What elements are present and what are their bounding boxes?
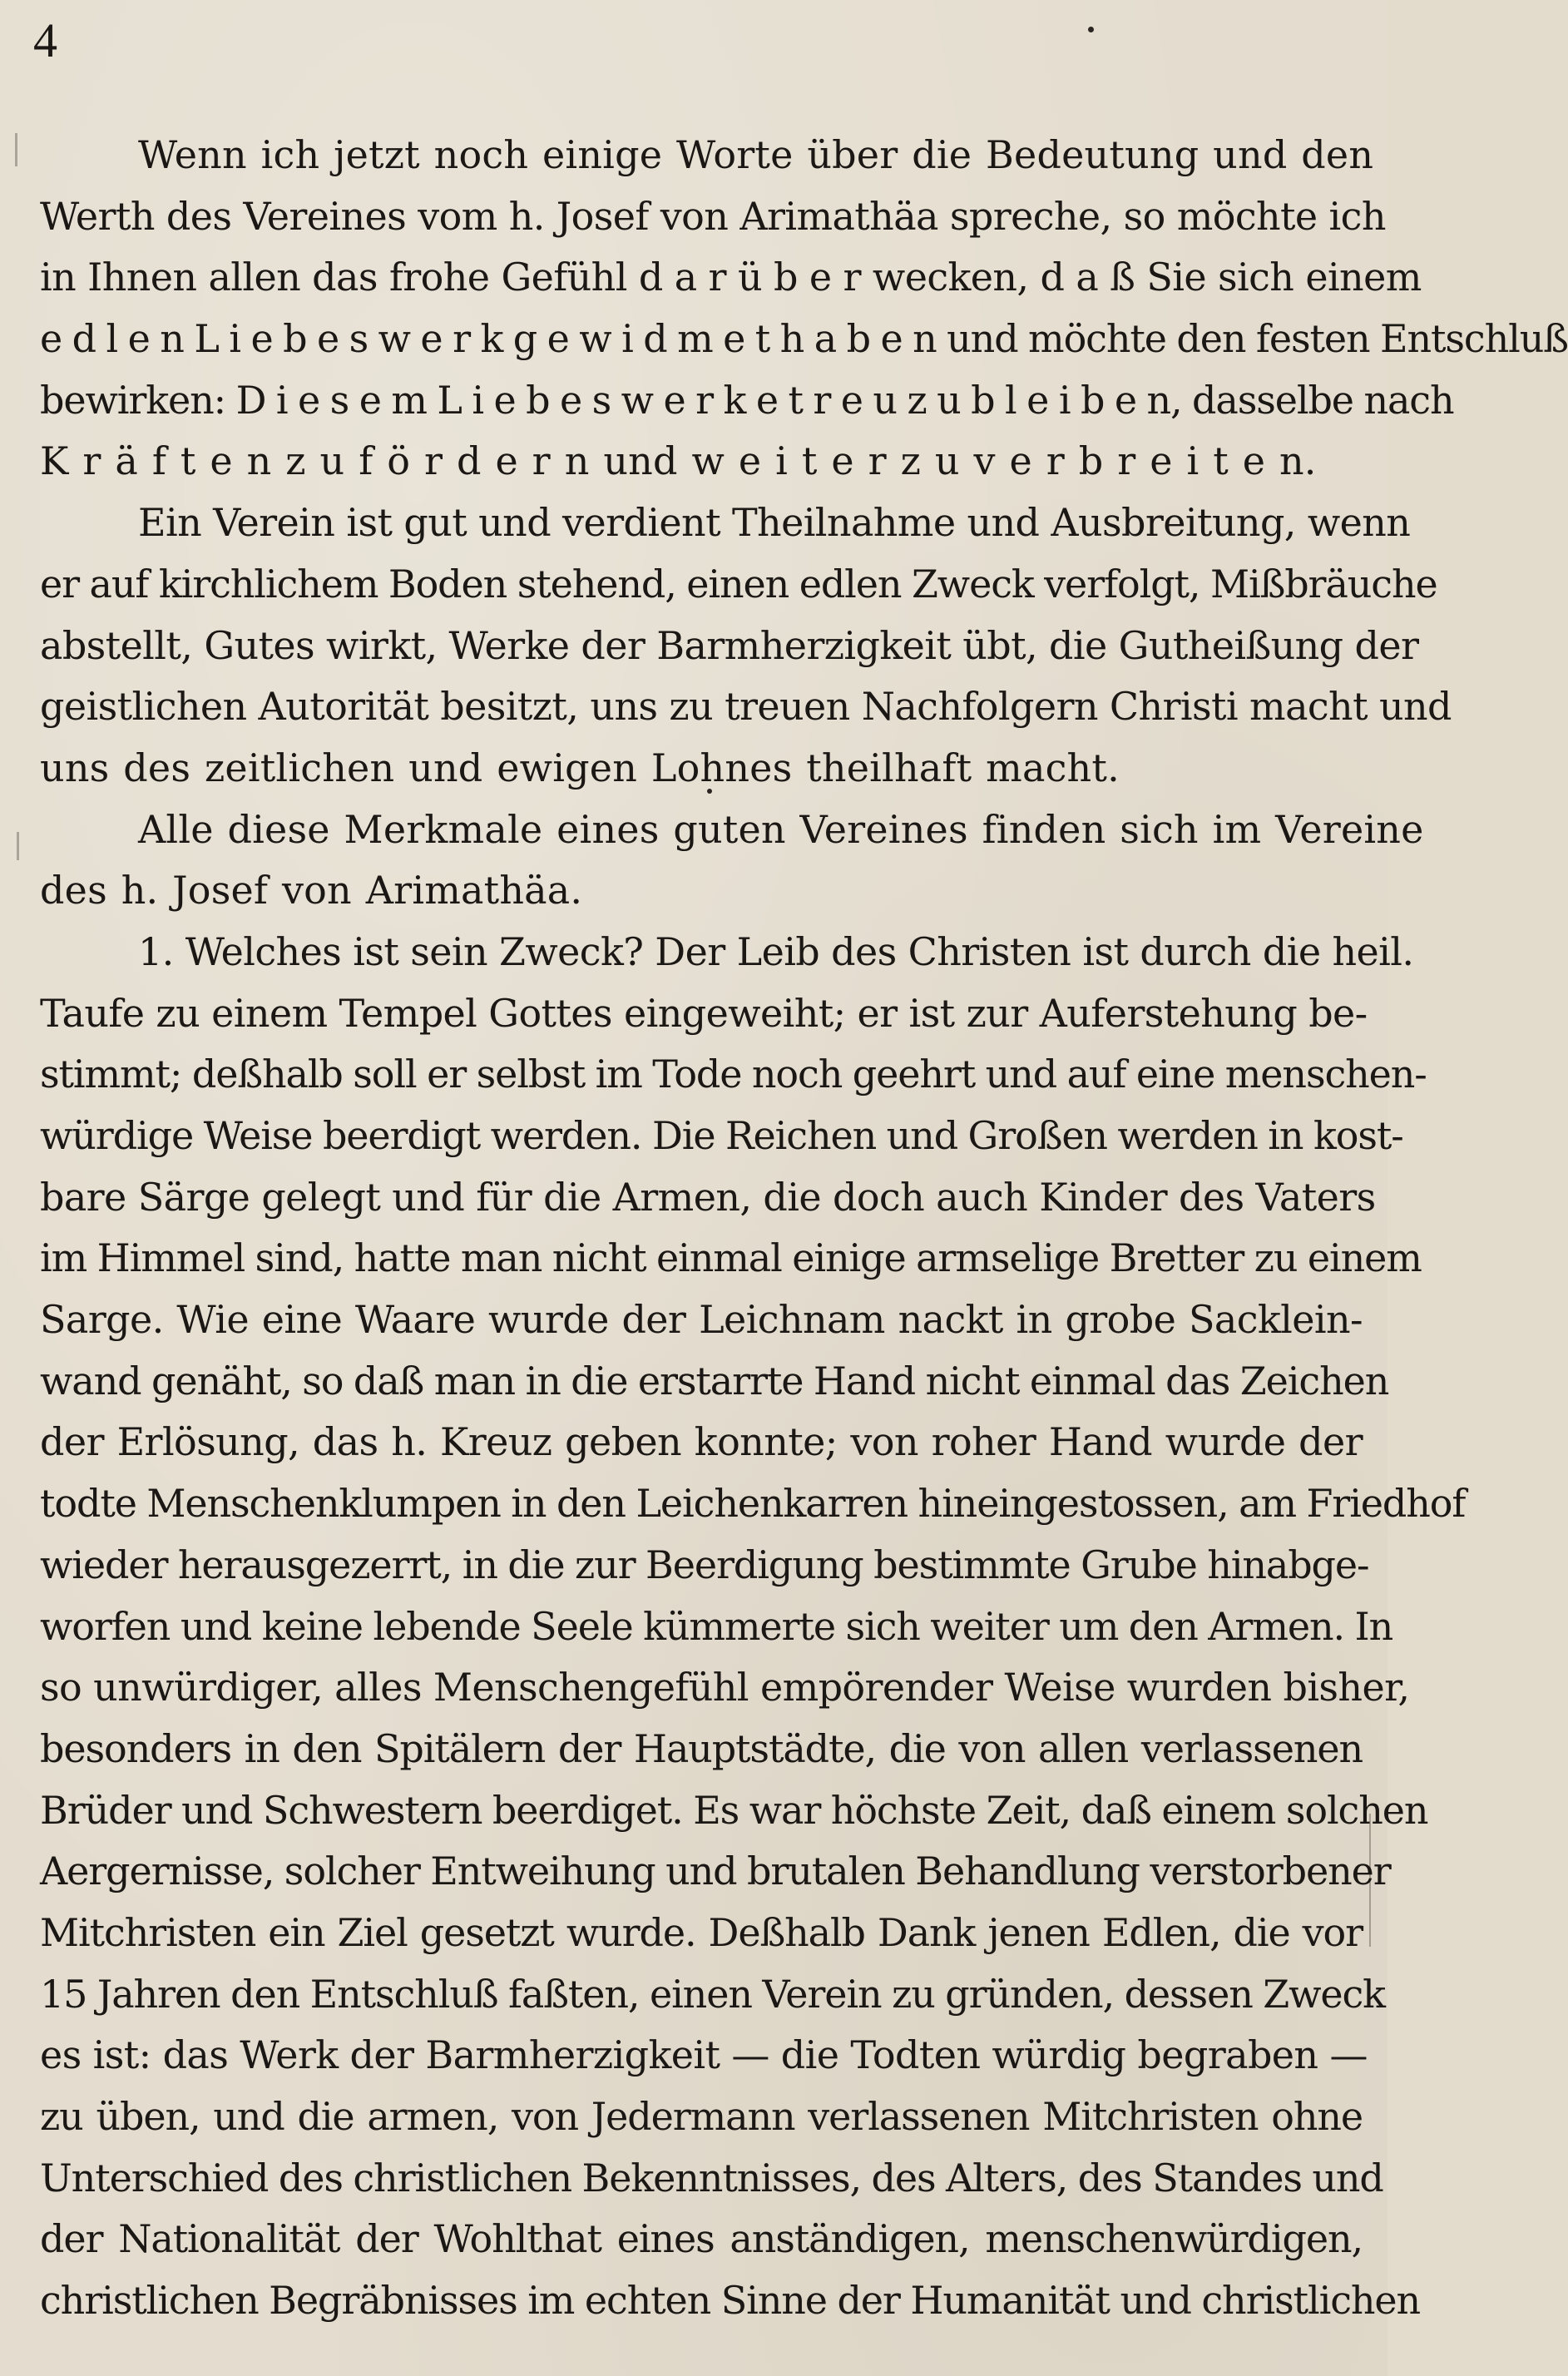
text-line: es ist: das Werk der Barmherzigkeit — die Todten würdig begraben — [40, 2032, 1368, 2078]
text-line: Alle diese Merkmale eines guten Vereines finden sich im Vereine [138, 806, 1424, 852]
text-line: besonders in den Spitälern der Hauptstädte, die von allen verlassenen [40, 1725, 1363, 1771]
text-line: Unterschied des christlichen Bekenntnisses, des Alters, des Standes und [40, 2155, 1383, 2200]
text-line: er auf kirchlichem Boden stehend, einen edlen Zweck verfolgt, Mißbräuche [40, 561, 1437, 606]
text-line: todte Menschenklumpen in den Leichenkarren hineingestossen, am Friedhof [40, 1481, 1466, 1527]
text-line: der Erlösung, das h. Kreuz geben konnte; von roher Hand wurde der [40, 1419, 1363, 1465]
text-line: wand genäht, so daß man in die erstarrte Hand nicht einmal das Zeichen [40, 1358, 1389, 1403]
text-line: geistlichen Autorität besitzt, uns zu treuen Nachfolgern Christi macht und [40, 684, 1452, 730]
text-line: der Nationalität der Wohlthat eines anständigen, menschenwürdigen, [40, 2216, 1363, 2262]
text-line: Mitchristen ein Ziel gesetzt wurde. Deßhalb Dank jenen Edlen, die vor [40, 1909, 1363, 1955]
text-line: uns des zeitlichen und ewigen Lohnes theilhaft macht. [40, 745, 1120, 790]
text-line: Ein Verein ist gut und verdient Theilnahme und Ausbreitung, wenn [138, 500, 1411, 546]
text-line: e d l e n L i e b e s w e r k g e w i d m e t h a b e n und möchte den festen Entschluß [40, 316, 1568, 362]
text-line: K r ä f t e n z u f ö r d e r n und w e i t e r z u v e r b r e i t e n. [40, 438, 1317, 484]
text-line: christlichen Begräbnisses im echten Sinne der Humanität und christlichen [40, 2278, 1421, 2324]
text-line: abstellt, Gutes wirkt, Werke der Barmherzigkeit übt, die Gutheißung der [40, 622, 1419, 668]
text-line: Aergernisse, solcher Entweihung und brutalen Behandlung verstorbener [40, 1849, 1391, 1894]
body-text [40, 125, 1568, 2363]
ink-speck [1088, 27, 1094, 32]
text-line: im Himmel sind, hatte man nicht einmal einige armselige Bretter zu einem [40, 1235, 1422, 1281]
text-line: bare Särge gelegt und für die Armen, die doch auch Kinder des Vaters [40, 1174, 1376, 1220]
page-number: 4 [33, 13, 57, 67]
text-line: zu üben, und die armen, von Jedermann verlassenen Mitchristen ohne [40, 2094, 1363, 2139]
text-line: 15 Jahren den Entschluß faßten, einen Verein zu gründen, dessen Zweck [40, 1971, 1385, 2017]
text-line: Brüder und Schwestern beerdiget. Es war höchste Zeit, daß einem solchen [40, 1787, 1428, 1833]
text-line: würdige Weise beerdigt werden. Die Reichen und Großen werden in kost- [40, 1113, 1403, 1158]
text-line: Wenn ich jetzt noch einige Worte über die Bedeutung und den [138, 132, 1374, 177]
text-line: stimmt; deßhalb soll er selbst im Tode noch geehrt und auf eine menschen- [40, 1052, 1427, 1097]
text-line: des h. Josef von Arimathäa. [40, 868, 583, 913]
text-line: so unwürdiger, alles Menschengefühl empörender Weise wurden bisher, [40, 1665, 1410, 1710]
text-line: wieder herausgezerrt, in die zur Beerdigung bestimmte Grube hinabge- [40, 1542, 1369, 1587]
margin-stain [17, 832, 19, 860]
text-line: Werth des Vereines vom h. Josef von Arimathäa spreche, so möchte ich [40, 193, 1386, 239]
text-line: bewirken: D i e s e m L i e b e s w e r k e t r e u z u b l e i b e n, dasselbe nach [40, 377, 1454, 423]
margin-stain [15, 133, 17, 166]
text-line: 1. Welches ist sein Zweck? Der Leib des Christen ist durch die heil. [138, 928, 1414, 974]
text-line: Sarge. Wie eine Waare wurde der Leichnam nackt in grobe Sacklein- [40, 1297, 1363, 1343]
text-line: Taufe zu einem Tempel Gottes eingeweiht; er ist zur Auferstehung be- [40, 990, 1368, 1036]
text-line: in Ihnen allen das frohe Gefühl d a r ü b e r wecken, d a ß Sie sich einem [40, 255, 1422, 300]
text-line: worfen und keine lebende Seele kümmerte sich weiter um den Armen. In [40, 1603, 1393, 1649]
